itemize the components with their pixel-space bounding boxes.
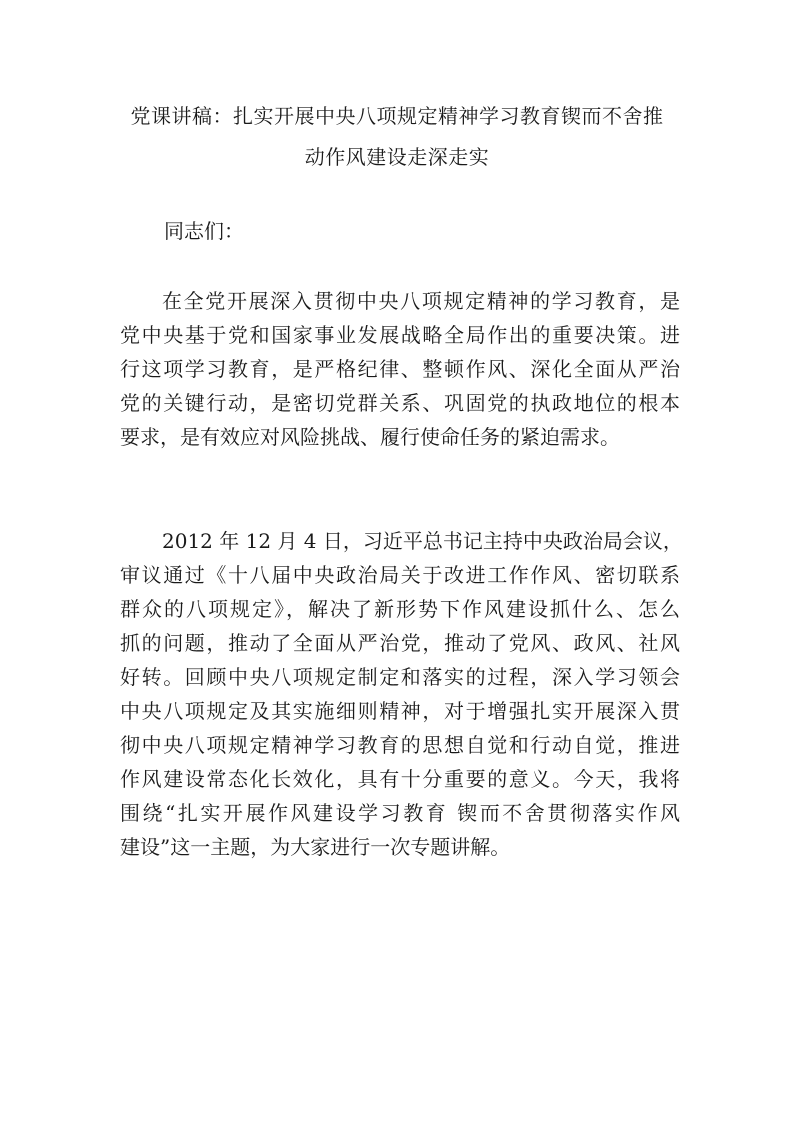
text-line: 围绕“扎实开展作风建设学习教育 锲而不舍贯彻落实作风 [120, 801, 680, 825]
text-line: 在全党开展深入贯彻中央八项规定精神的学习教育，是 [162, 289, 680, 313]
text-line: 抓的问题，推动了全面从严治党，推动了党风、政风、社风 [120, 631, 680, 655]
title-line: 党课讲稿：扎实开展中央八项规定精神学习教育锲而不舍推 [130, 104, 664, 128]
text-line: 中央八项规定及其实施细则精神，对于增强扎实开展深入贯 [120, 699, 680, 723]
text-line: 好转。回顾中央八项规定制定和落实的过程，深入学习领会 [120, 665, 680, 689]
text-line: 作风建设常态化长效化，具有十分重要的意义。今天，我将 [120, 767, 680, 791]
paragraph-intro [120, 284, 680, 454]
text-line: 党的关键行动，是密切党群关系、巩固党的执政地位的根本 [120, 391, 680, 415]
text-line: 党中央基于党和国家事业发展战略全局作出的重要决策。进 [120, 323, 680, 347]
text-line: 群众的八项规定》，解决了新形势下作风建设抓什么、怎么 [120, 597, 680, 621]
paragraph-history [120, 524, 683, 864]
text-line: 审议通过《十八届中央政治局关于改进工作作风、密切联系 [120, 563, 680, 587]
salutation: 同志们： [164, 219, 244, 243]
text-line: 行这项学习教育，是严格纪律、整顿作风、深化全面从严治 [120, 357, 680, 381]
text-line: 2012 年 12 月 4 日，习近平总书记主持中央政治局会议， [162, 529, 683, 553]
text-line: 建设”这一主题，为大家进行一次专题讲解。 [120, 835, 511, 859]
document-title [100, 96, 694, 178]
title-line: 动作风建设走深走实 [304, 145, 490, 169]
text-line: 要求，是有效应对风险挑战、履行使命任务的紧迫需求。 [120, 425, 620, 449]
text-line: 彻中央八项规定精神学习教育的思想自觉和行动自觉，推进 [120, 733, 680, 757]
